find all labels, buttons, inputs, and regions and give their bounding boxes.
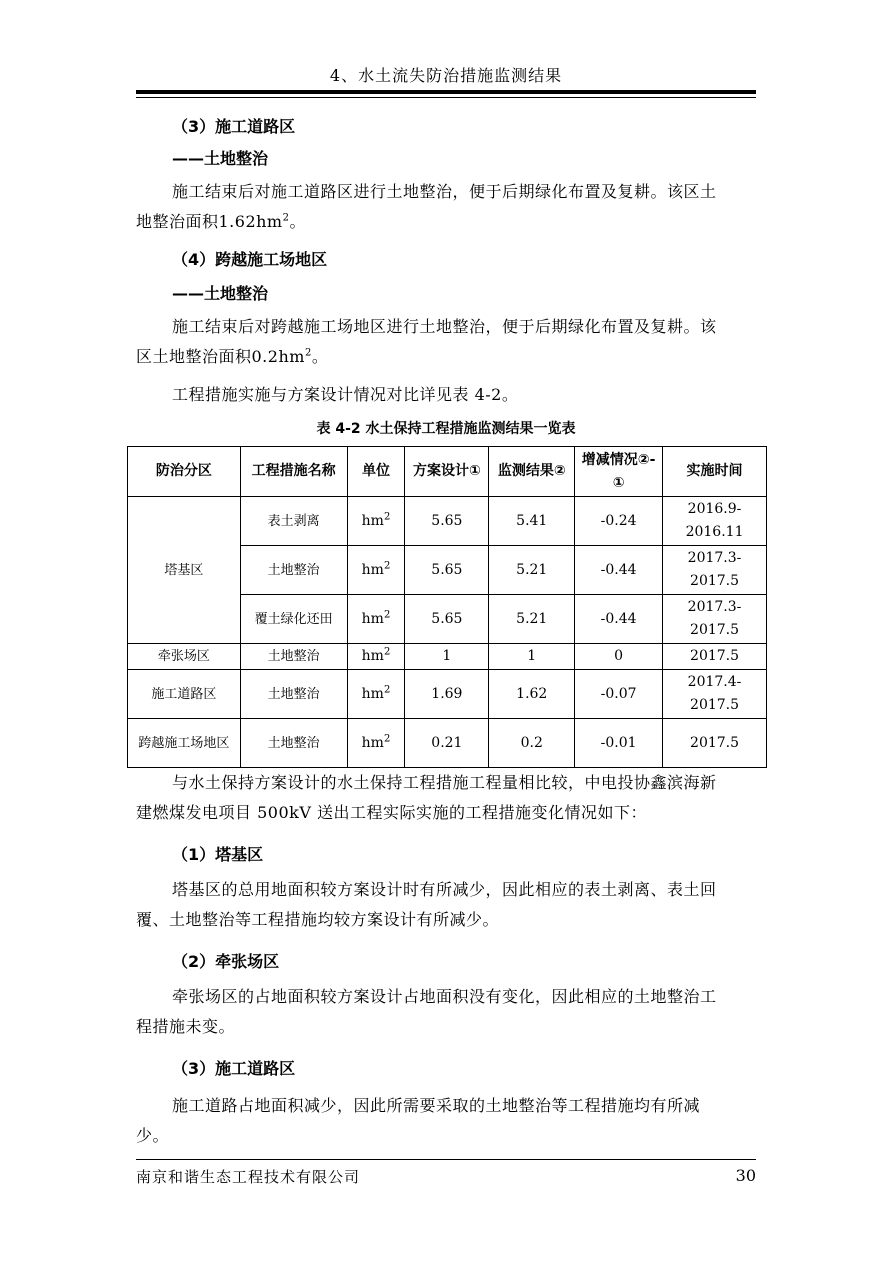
superscript: 2 (282, 212, 290, 224)
cell-time: 2017.5 (663, 644, 767, 670)
cell-measure: 覆土绿化还田 (240, 595, 347, 644)
cell-monitor: 0.2 (489, 719, 575, 768)
cell-time: 2017.3-2017.5 (663, 595, 767, 644)
cell-monitor: 5.21 (489, 595, 575, 644)
text-line: 建燃煤发电项目 500kV 送出工程实际实施的工程措施变化情况如下： (136, 803, 647, 822)
cell-time: 2017.3-2017.5 (663, 546, 767, 595)
cell-change: -0.44 (575, 546, 663, 595)
unit-sup: 2 (383, 732, 391, 744)
cell-unit (347, 595, 405, 644)
cell-time: 2016.9-2016.11 (663, 497, 767, 546)
table-caption: 表 4-2 水土保持工程措施监测结果一览表 (316, 421, 576, 437)
table-row (128, 644, 767, 670)
text-line: 塔基区的总用地面积较方案设计时有所减少，因此相应的表土剥离、表土回 (172, 880, 717, 899)
unit-base: hm (361, 512, 384, 529)
unit-base: hm (361, 561, 384, 578)
table-row (128, 719, 767, 768)
cell-unit (347, 719, 405, 768)
section-heading-road: （3）施工道路区 (172, 117, 296, 136)
cell-measure: 土地整治 (240, 670, 347, 719)
text-span: 区土地整治面积0.2hm (136, 347, 305, 366)
section-heading-tension: （2）牵张场区 (172, 952, 280, 971)
paragraph-road (136, 1091, 756, 1151)
cell-measure: 土地整治 (240, 546, 347, 595)
section-heading-crossing: （4）跨越施工场地区 (172, 250, 328, 269)
cell-change: -0.24 (575, 497, 663, 546)
cell-time: 2017.5 (663, 719, 767, 768)
text-line: 少。 (136, 1126, 170, 1145)
text-span: 。 (289, 212, 306, 231)
cell-plan: 0.21 (405, 719, 489, 768)
paragraph-road-consolidation (136, 177, 756, 237)
unit-base: hm (361, 734, 384, 751)
cell-plan: 5.65 (405, 497, 489, 546)
cell-zone: 施工道路区 (128, 670, 241, 719)
cell-monitor: 1 (489, 644, 575, 670)
footer-company: 南京和谐生态工程技术有限公司 (136, 1168, 361, 1186)
col-header-unit: 单位 (347, 447, 405, 497)
col-header-zone: 防治分区 (128, 447, 241, 497)
cell-monitor: 1.62 (489, 670, 575, 719)
unit-sup: 2 (383, 510, 391, 522)
cell-measure: 土地整治 (240, 644, 347, 670)
text-span: 地整治面积1.62hm (136, 212, 283, 231)
text-span: 。 (311, 347, 329, 366)
subheading-land-consolidation: ——土地整治 (172, 149, 269, 168)
paragraph-tension (136, 982, 756, 1042)
cell-time: 2017.4-2017.5 (663, 670, 767, 719)
cell-change: 0 (575, 644, 663, 670)
page-number: 30 (735, 1166, 756, 1185)
superscript: 2 (304, 347, 312, 359)
unit-base: hm (361, 610, 384, 627)
text-line: 施工结束后对跨越施工场地区进行土地整治，便于后期绿化布置及复耕。该 (172, 317, 717, 336)
cell-zone: 牵张场区 (128, 644, 241, 670)
cell-plan: 5.65 (405, 546, 489, 595)
cell-change: -0.07 (575, 670, 663, 719)
text-line: 施工结束后对施工道路区进行土地整治，便于后期绿化布置及复耕。该区土 (172, 182, 717, 201)
cell-unit (347, 497, 405, 546)
section-heading-road-2: （3）施工道路区 (172, 1059, 296, 1078)
unit-sup: 2 (383, 608, 391, 620)
text-line (136, 342, 756, 372)
text-line: 与水土保持方案设计的水土保持工程措施工程量相比较，中电投协鑫滨海新 (172, 773, 717, 792)
table-header-row (128, 447, 767, 497)
unit-base: hm (361, 648, 384, 664)
cell-monitor: 5.41 (489, 497, 575, 546)
cell-unit (347, 670, 405, 719)
col-header-change: 增减情况②-① (575, 447, 663, 497)
col-header-time: 实施时间 (663, 447, 767, 497)
measures-table (127, 446, 767, 768)
cell-plan: 5.65 (405, 595, 489, 644)
cell-monitor: 5.21 (489, 546, 575, 595)
cell-plan: 1 (405, 644, 489, 670)
cell-zone: 跨越施工场地区 (128, 719, 241, 768)
section-heading-tower: （1）塔基区 (172, 845, 264, 864)
cell-unit (347, 644, 405, 670)
cell-measure: 土地整治 (240, 719, 347, 768)
paragraph-table-ref: 工程措施实施与方案设计情况对比详见表 4-2。 (172, 385, 519, 404)
unit-base: hm (361, 685, 384, 702)
unit-sup: 2 (383, 646, 391, 658)
table-row (128, 670, 767, 719)
header-title: 4、水土流失防治措施监测结果 (329, 66, 563, 85)
unit-sup: 2 (383, 559, 391, 571)
text-line: 覆、土地整治等工程措施均较方案设计有所减少。 (136, 910, 500, 929)
cell-unit (347, 546, 405, 595)
cell-measure: 表土剥离 (240, 497, 347, 546)
paragraph-crossing-consolidation (136, 312, 756, 372)
table-row (128, 497, 767, 546)
cell-change: -0.01 (575, 719, 663, 768)
col-header-measure: 工程措施名称 (240, 447, 347, 497)
header-rule-thin (136, 97, 756, 98)
paragraph-comparison (136, 768, 756, 828)
cell-plan: 1.69 (405, 670, 489, 719)
header-rule (136, 90, 756, 94)
text-line: 程措施未变。 (136, 1017, 236, 1036)
col-header-plan: 方案设计① (405, 447, 489, 497)
text-line: 施工道路占地面积减少，因此所需要采取的土地整治等工程措施均有所减 (172, 1096, 701, 1115)
text-line (136, 207, 756, 237)
paragraph-tower (136, 875, 756, 935)
col-header-monitor: 监测结果② (489, 447, 575, 497)
cell-change: -0.44 (575, 595, 663, 644)
cell-zone: 塔基区 (128, 497, 241, 644)
unit-sup: 2 (383, 683, 391, 695)
text-line: 牵张场区的占地面积较方案设计占地面积没有变化，因此相应的土地整治工 (172, 987, 717, 1006)
footer-rule (136, 1159, 756, 1160)
subheading-land-consolidation-2: ——土地整治 (172, 284, 269, 303)
